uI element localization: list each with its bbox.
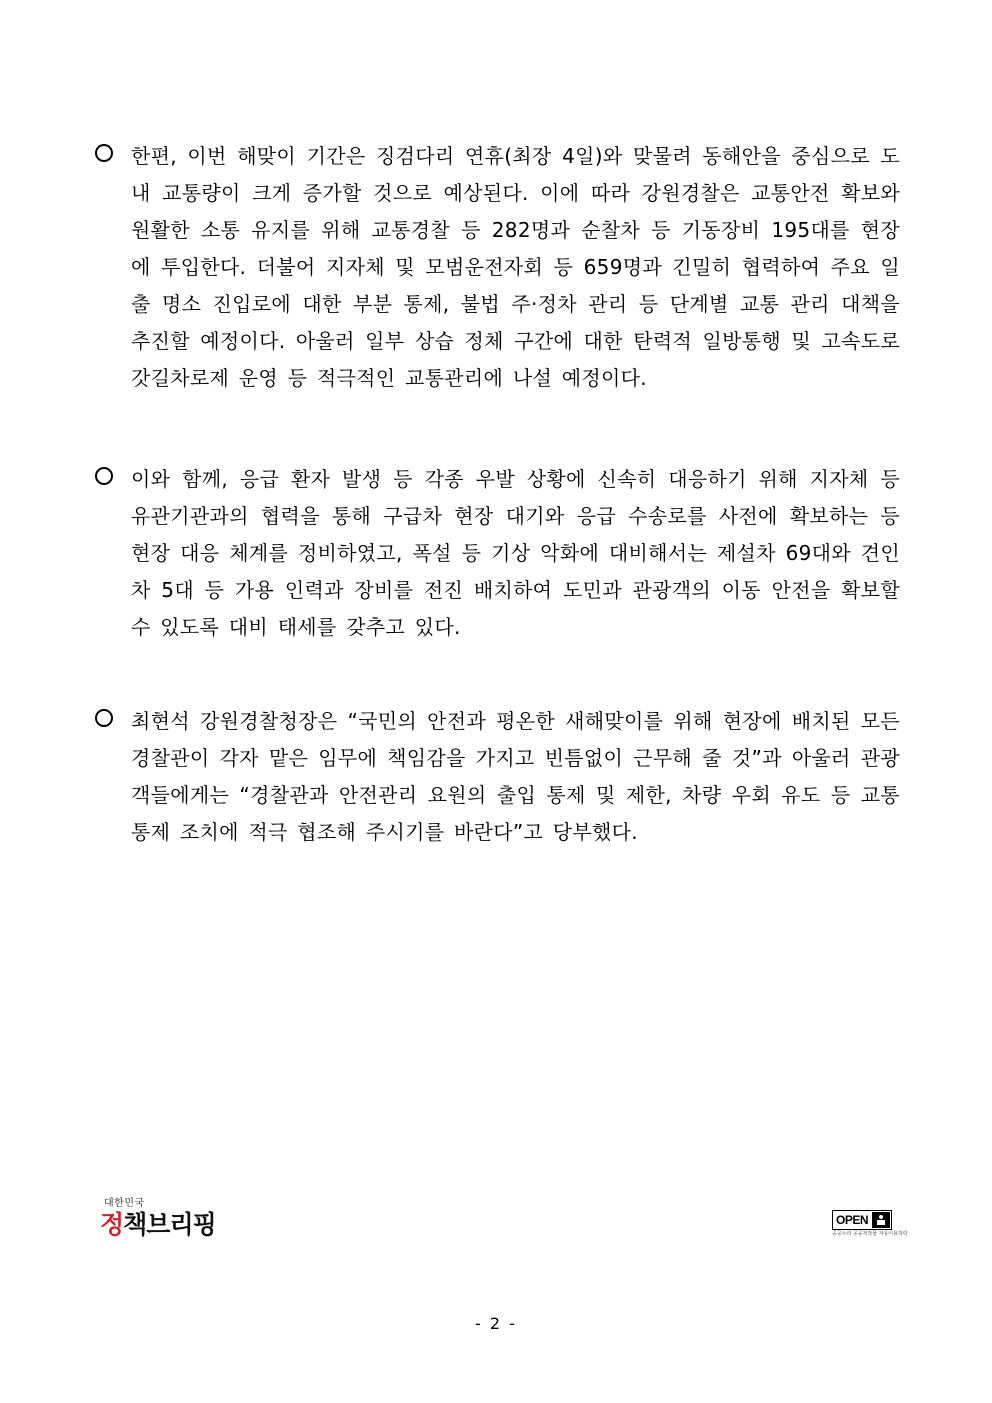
paragraph-text: 이와 함께, 응급 환자 발생 등 각종 우발 상황에 신속히 대응하기 위해 지자체 등 유관기관과의 협력을 통해 구급차 현장 대기와 응급 수송로를 사전에 확보하는 등 현장 대응 체계를 정비하였고, 폭설 등 기상 악화에 대비해서는 제설차 69대와 견인차 5대 등 가용 인력과 장비를 전진 배치하여 도민과 관광객의 이동 안전을 확보할 수 있도록 대비 태세를 갖추고 있다. bbox=[131, 467, 900, 639]
page-number: - 2 - bbox=[475, 1314, 517, 1333]
logo-accent-char: 정 bbox=[100, 1210, 124, 1239]
circle-bullet-icon bbox=[95, 709, 113, 727]
paragraph-text: 최현석 강원경찰청장은 “국민의 안전과 평온한 새해맞이를 위해 현장에 배치된 모든 경찰관이 각자 맡은 임무에 책임감을 가지고 빈틈없이 근무해 줄 것”과 아울러 관광객들에게는 “경찰관과 안전관리 요원의 출입 통제 및 제한, 차량 우회 유도 등 교통 통제 조치에 적극 협조해 주시기를 바란다”고 당부했다. bbox=[131, 709, 900, 844]
circle-bullet-icon bbox=[95, 467, 113, 485]
circle-bullet-icon bbox=[95, 144, 113, 162]
paragraph-traffic-management bbox=[95, 138, 900, 397]
open-badge-subtext: 공공누리 공공저작물 자유이용허락 bbox=[832, 1231, 908, 1237]
attribution-person-icon bbox=[872, 1212, 890, 1228]
open-license-badge bbox=[832, 1210, 908, 1238]
logo-main-rest: 책브리핑 bbox=[123, 1210, 216, 1239]
logo-small-text: 대한민국 bbox=[104, 1198, 145, 1209]
policy-briefing-logo bbox=[100, 1198, 240, 1244]
logo-main-text bbox=[100, 1210, 216, 1240]
open-badge-box bbox=[832, 1210, 892, 1230]
paragraph-emergency-response bbox=[95, 461, 900, 646]
paragraph-commissioner-statement bbox=[95, 703, 900, 851]
open-badge-label: OPEN bbox=[836, 1213, 869, 1227]
paragraph-text: 한편, 이번 해맞이 기간은 징검다리 연휴(최장 4일)와 맞물려 동해안을 중심으로 도내 교통량이 크게 증가할 것으로 예상된다. 이에 따라 강원경찰은 교통안전 확보와 원활한 소통 유지를 위해 교통경찰 등 282명과 순찰차 등 기동장비 195대를 현장에 투입한다. 더불어 지자체 및 모범운전자회 등 659명과 긴밀히 협력하여 주요 일출 명소 진입로에 대한 부분 통제, 불법 주·정차 관리 등 단계별 교통 관리 대책을 추진할 예정이다. 아울러 일부 상습 정체 구간에 대한 탄력적 일방통행 및 고속도로 갓길차로제 운영 등 적극적인 교통관리에 나설 예정이다. bbox=[131, 144, 900, 390]
